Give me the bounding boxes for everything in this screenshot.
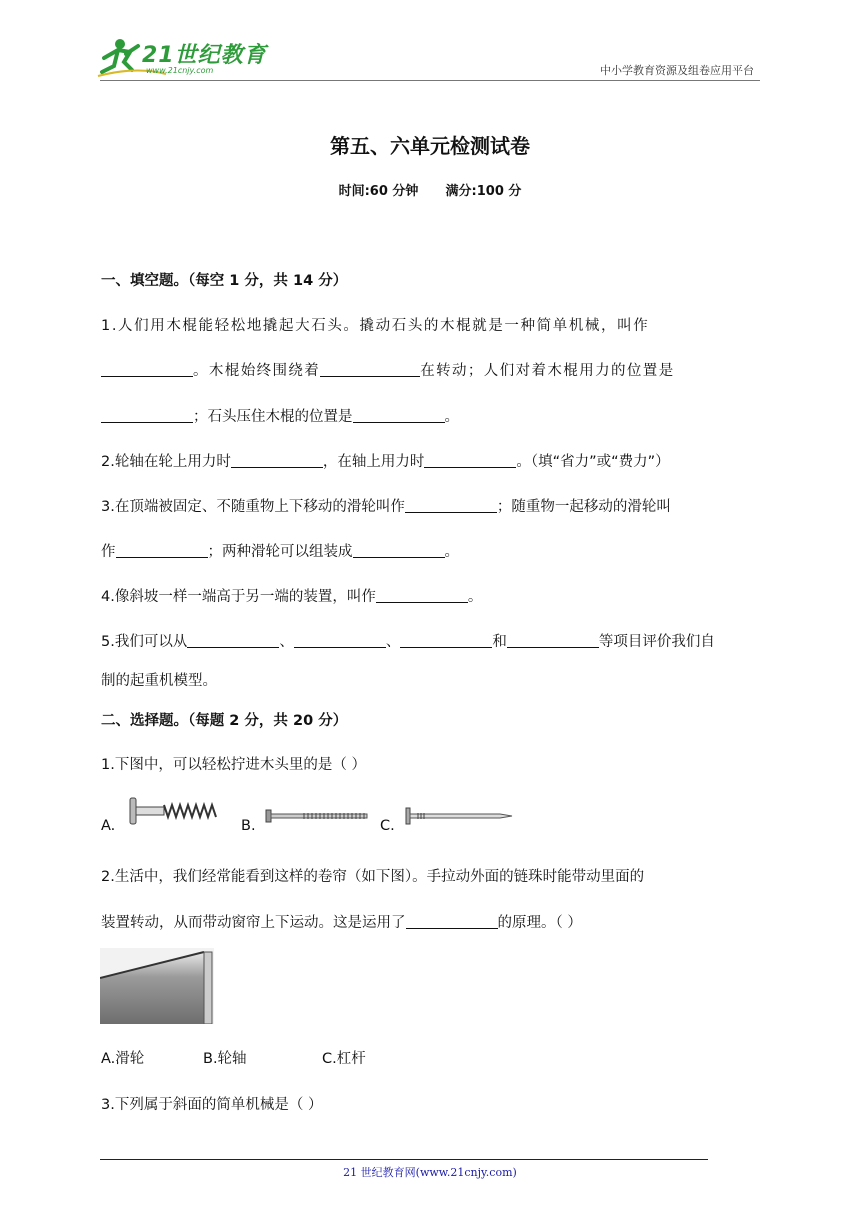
s2-q1-option-b[interactable]: B. bbox=[241, 818, 256, 834]
q4-line: 4.像斜坡一样一端高于另一端的装置，叫作 。 bbox=[101, 589, 483, 605]
answer-blank[interactable] bbox=[424, 453, 516, 468]
s2-q1-text: 1.下图中，可以轻松拧进木头里的是（ ） bbox=[101, 757, 366, 773]
answer-blank[interactable] bbox=[101, 362, 193, 377]
answer-blank[interactable] bbox=[101, 408, 193, 423]
answer-blank[interactable] bbox=[353, 408, 445, 423]
answer-blank[interactable] bbox=[406, 914, 498, 929]
section1-heading: 一、填空题。（每空 1 分，共 14 分） bbox=[101, 273, 348, 289]
answer-blank[interactable] bbox=[294, 633, 386, 648]
q3-line2: 作 ；两种滑轮可以组装成 。 bbox=[101, 544, 459, 560]
q5-line2: 制的起重机模型。 bbox=[101, 673, 217, 689]
answer-blank[interactable] bbox=[187, 633, 279, 648]
q1-line2: 。木棍始终围绕着 在转动；人们对着木棍用力的位置是 bbox=[101, 359, 771, 380]
answer-blank[interactable] bbox=[376, 588, 468, 603]
answer-blank[interactable] bbox=[116, 543, 208, 558]
s2-q2-option-a[interactable]: A.滑轮 bbox=[101, 1051, 145, 1067]
footer-link[interactable]: 21 世纪教育网(www.21cnjy.com) bbox=[343, 1166, 517, 1179]
s2-q2-option-c[interactable]: C.杠杆 bbox=[322, 1051, 366, 1067]
q2-line: 2.轮轴在轮上用力时 ，在轴上用力时 。（填“省力”或“费力”） bbox=[101, 454, 670, 470]
s2-q2-option-b[interactable]: B.轮轴 bbox=[203, 1051, 247, 1067]
header-platform-text: 中小学教育资源及组卷应用平台 bbox=[600, 64, 754, 77]
q5-line1: 5.我们可以从 、 、 和 等项目评价我们自 bbox=[101, 634, 715, 650]
answer-blank[interactable] bbox=[353, 543, 445, 558]
s2-q3-text: 3.下列属于斜面的简单机械是（ ） bbox=[101, 1097, 323, 1113]
s2-q2-line1: 2.生活中，我们经常能看到这样的卷帘（如下图）。手拉动外面的链珠时能带动里面的 bbox=[101, 869, 645, 885]
s2-q1-option-c[interactable]: C. bbox=[380, 818, 395, 834]
answer-blank[interactable] bbox=[231, 453, 323, 468]
q1-line1: 1.人们用木棍能轻松地撬起大石头。撬动石头的木棍就是一种简单机械，叫作 bbox=[101, 318, 650, 334]
bolt-icon bbox=[264, 808, 372, 824]
nail-icon bbox=[404, 806, 516, 826]
screw-icon bbox=[124, 796, 232, 826]
footer-divider bbox=[100, 1159, 708, 1160]
logo-url: www.21cnjy.com bbox=[146, 66, 214, 75]
q3-line1: 3.在顶端被固定、不随重物上下移动的滑轮叫作 ；随重物一起移动的滑轮叫 bbox=[101, 499, 671, 515]
section2-heading: 二、选择题。（每题 2 分，共 20 分） bbox=[101, 713, 348, 729]
s2-q1-option-a[interactable]: A. bbox=[101, 818, 116, 834]
s2-q2-line2: 装置转动，从而带动窗帘上下运动。这是运用了 的原理。（ ） bbox=[101, 915, 582, 931]
roller-blind-image bbox=[100, 948, 214, 1024]
answer-blank[interactable] bbox=[400, 633, 492, 648]
header-divider bbox=[100, 80, 760, 81]
answer-blank[interactable] bbox=[507, 633, 599, 648]
answer-blank[interactable] bbox=[320, 362, 420, 377]
logo-text: 21世纪教育 bbox=[142, 43, 267, 68]
exam-time-score: 时间:60 分钟 满分:100 分 bbox=[338, 184, 522, 199]
page-title: 第五、六单元检测试卷 bbox=[330, 134, 530, 158]
answer-blank[interactable] bbox=[405, 498, 497, 513]
q1-line3: ；石头压住木棍的位置是 。 bbox=[101, 405, 771, 426]
